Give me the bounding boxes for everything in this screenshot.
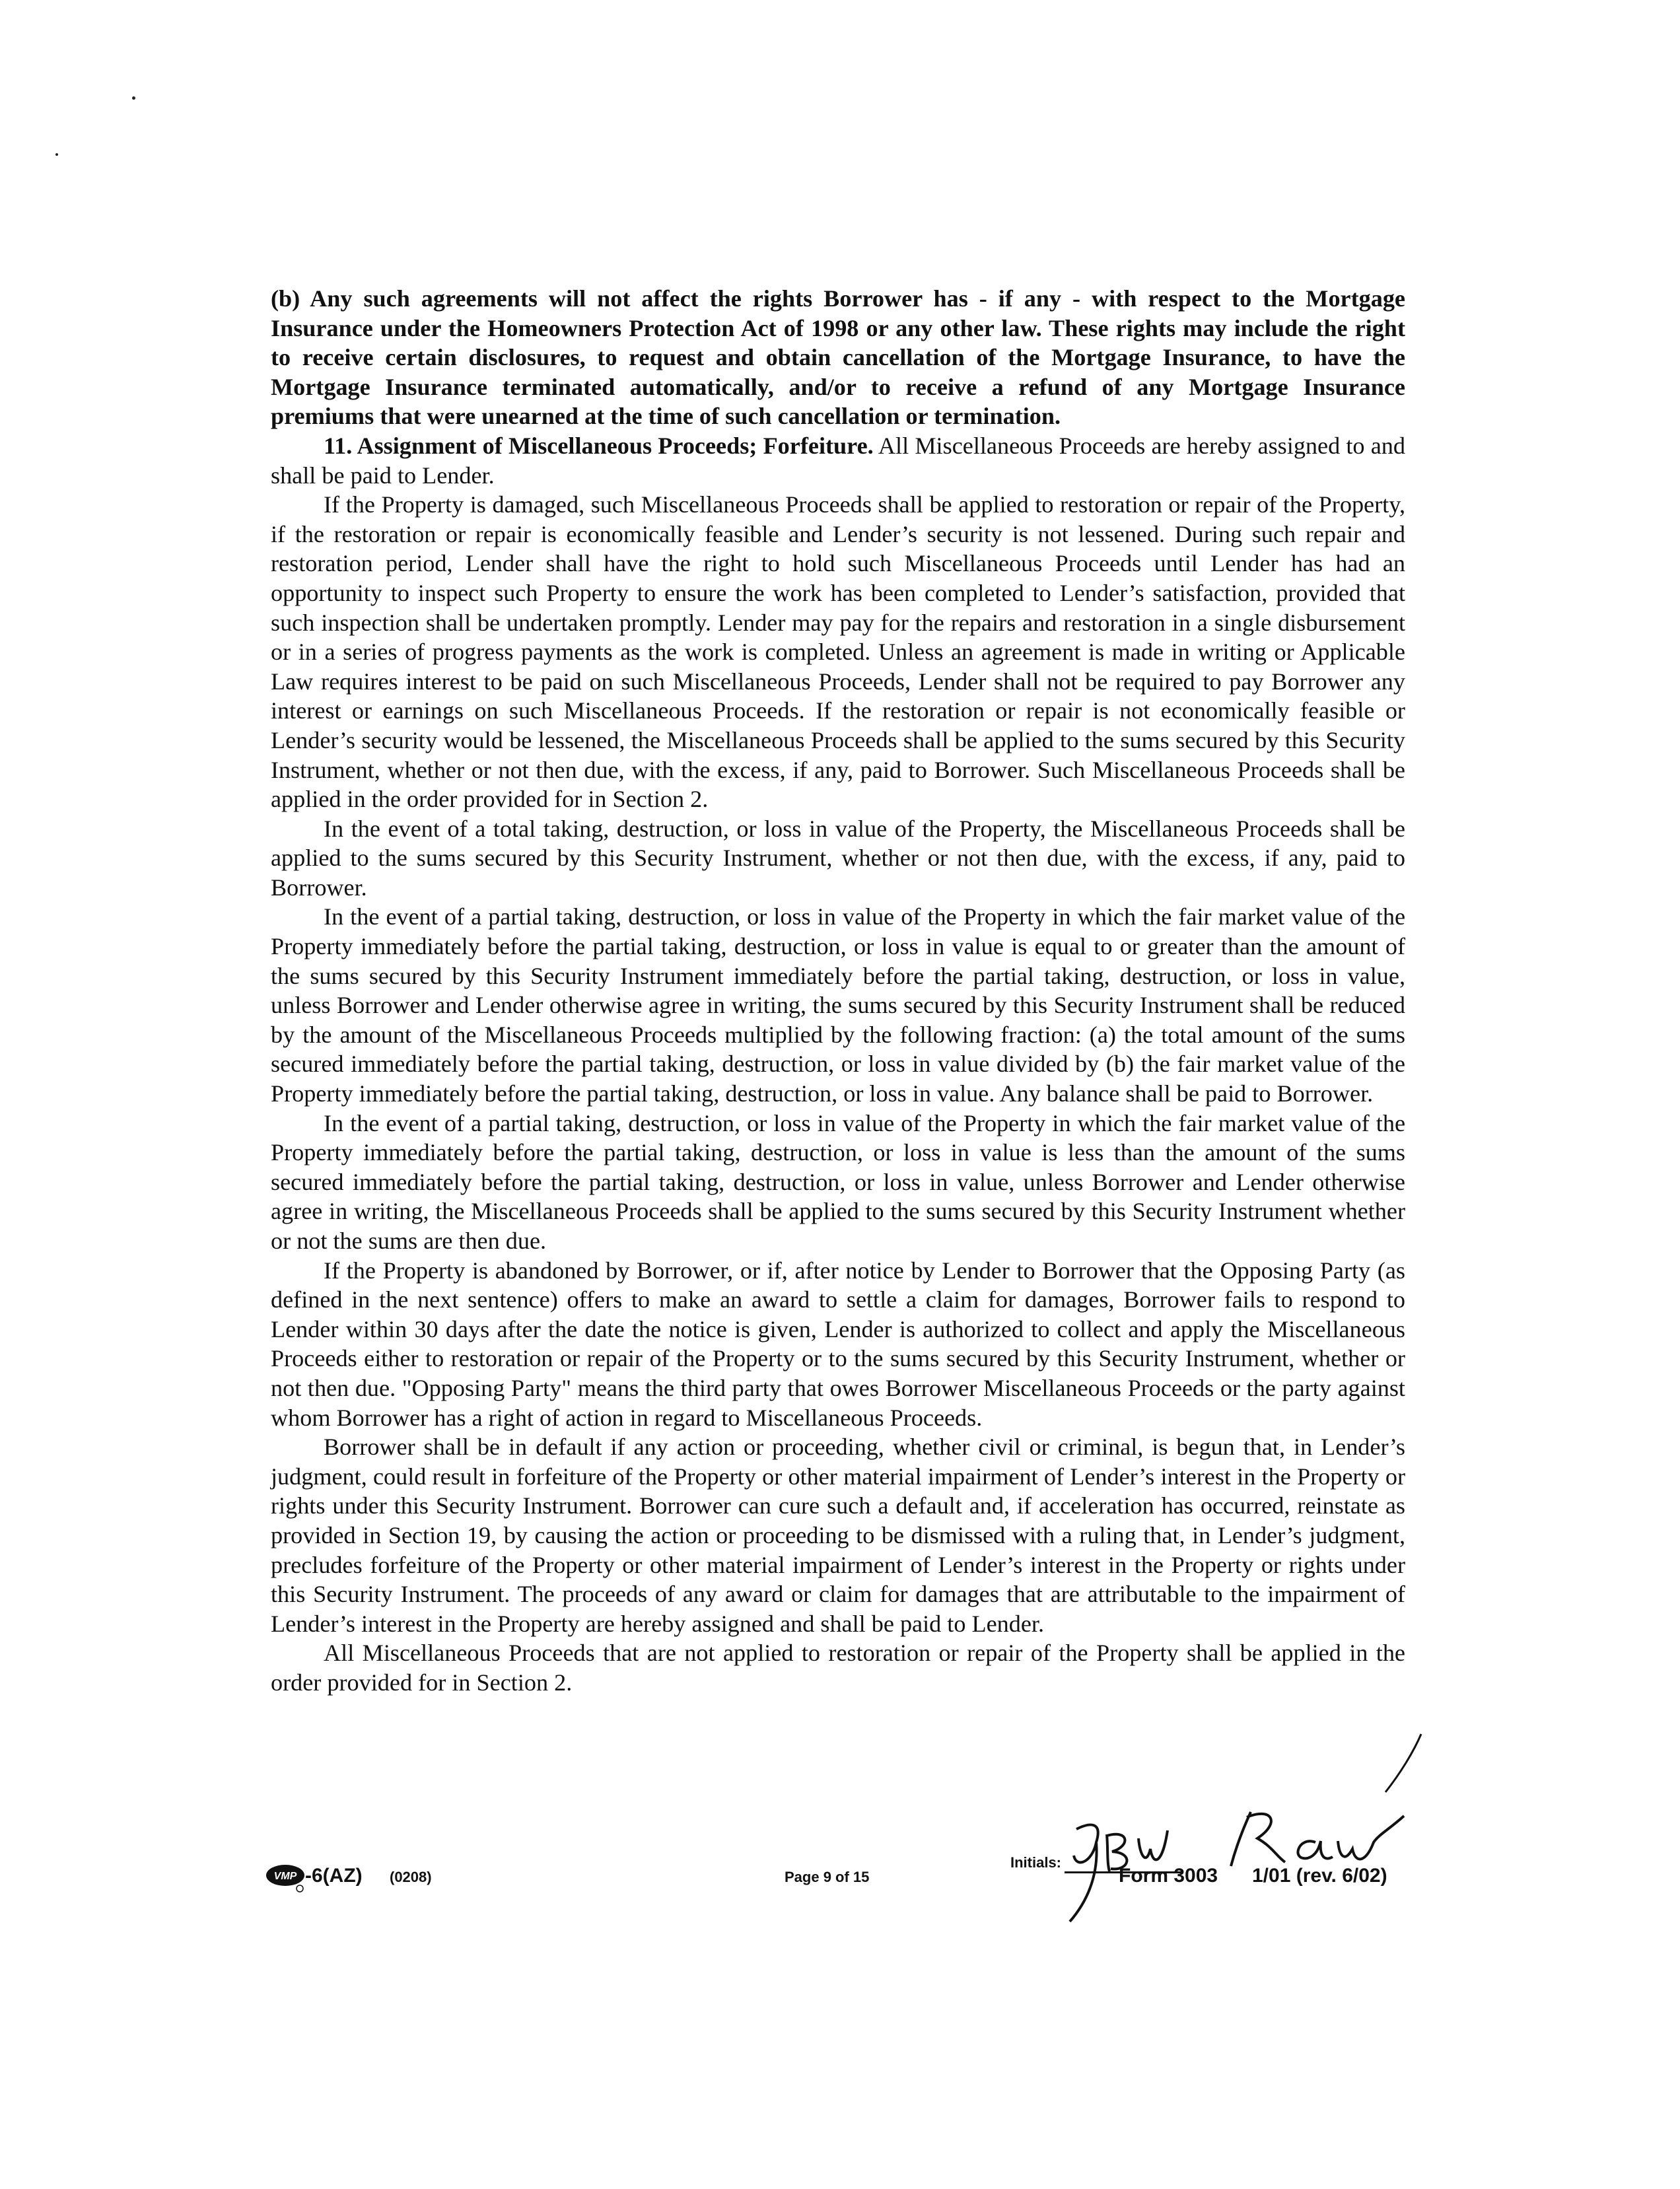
scan-speck xyxy=(55,153,58,156)
paragraph-default: Borrower shall be in default if any action or proceeding, whether civil or criminal, is begun that, in Lender’s judgment, could result in forfeiture of the Property or other material impairment of Lender’s interest in the Property or rights under this Security Instrument. Borrower can cure such a default and, if acceleration has occurred, reinstate as provided in Section 19, by causing the action or proceeding to be dismissed with a ruling that, in Lender’s judgment, precludes forfeiture of the Property or other material impairment of Lender’s interest in the Property or rights under this Security Instrument. The proceeds of any award or claim for damages that are attributable to the impairment of Lender’s interest in the Property are hereby assigned and shall be paid to Lender. xyxy=(271,1434,1405,1637)
paragraph-abandoned: If the Property is abandoned by Borrower, or if, after notice by Lender to Borrower that the Opposing Party (as defined in the next sentence) offers to make an award to settle a claim for damages, Borrower fails to respond to Lender within 30 days after the date the notice is given, Lender is authorized to collect and apply the Miscellaneous Proceeds either to restoration or repair of the Property or to the sums secured by this Security Instrument, whether or not then due. "Opposing Party" means the third party that owes Borrower Miscellaneous Proceeds or the party against whom Borrower has a right of action in regard to Miscellaneous Proceeds. xyxy=(271,1257,1405,1431)
margin-slash-mark xyxy=(1380,1730,1426,1796)
paragraph-partial-taking-less: In the event of a partial taking, destruction, or loss in value of the Property in which the fair market value of the Property immediately before the partial taking, destruction, or loss in value is less than the amount of the sums secured immediately before the partial taking, destruction, or loss in value, unless Borrower and Lender otherwise agree in writing, the Miscellaneous Proceeds shall be applied to the sums secured by this Security Instrument whether or not the sums are then due. xyxy=(271,1109,1405,1254)
scan-speck xyxy=(132,96,135,100)
form-revision: 1/01 (rev. 6/02) xyxy=(1252,1865,1387,1887)
form-code-date: (0208) xyxy=(390,1869,432,1885)
section-11-paragraph xyxy=(271,431,1405,490)
vmp-logo-text: VMP xyxy=(273,1871,297,1882)
section-11-text: All Miscellaneous Proceeds are hereby assigned to and shall be paid to Lender. xyxy=(271,432,1405,489)
paragraph-order-applied: All Miscellaneous Proceeds that are not applied to restoration or repair of the Property shall be applied in the order provided for in Section 2. xyxy=(271,1640,1405,1696)
initials-label: Initials: xyxy=(1010,1854,1062,1871)
paragraph-partial-taking-equal: In the event of a partial taking, destruction, or loss in value of the Property in which the fair market value of the Property immediately before the partial taking, destruction, or loss in value is equal to or greater than the amount of the sums secured by this Security Instrument immediately before the partial taking, destruction, or loss in value, unless Borrower and Lender otherwise agree in writing, the sums secured by this Security Instrument shall be reduced by the amount of the Miscellaneous Proceeds multiplied by the following fraction: (a) the total amount of the sums secured immediately before the partial taking, destruction, or loss in value divided by (b) the fair market value of the Property immediately before the partial taking, destruction, or loss in value. Any balance shall be paid to Borrower. xyxy=(271,903,1405,1107)
page-footer xyxy=(0,1803,1680,1948)
paragraph-total-taking: In the event of a total taking, destruction, or loss in value of the Property, the Miscellaneous Proceeds shall be applied to the sums secured by this Security Instrument, whether or not then due, with the excess, if any, paid to Borrower. xyxy=(271,815,1405,901)
page-number: Page 9 of 15 xyxy=(785,1869,870,1885)
paragraph-b-bold: (b) Any such agreements will not affect the rights Borrower has - if any - with respect to the Mortgage Insurance under the Homeowners Protection Act of 1998 or any other law. These rights may include the right to receive certain disclosures, to request and obtain cancellation of the Mortgage Insurance, to have the Mortgage Insurance terminated automatically, and/or to receive a refund of any Mortgage Insurance premiums that were unearned at the time of such cancellation or termination. xyxy=(271,285,1405,430)
paragraph-damaged: If the Property is damaged, such Miscellaneous Proceeds shall be applied to restoration or repair of the Property, if the restoration or repair is economically feasible and Lender’s security is not lessened. During such repair and restoration period, Lender shall have the right to hold such Miscellaneous Proceeds until Lender has had an opportunity to inspect such Property to ensure the work has been completed to Lender’s satisfaction, provided that such inspection shall be undertaken promptly. Lender may pay for the repairs and restoration in a single disbursement or in a series of progress payments as the work is completed. Unless an agreement is made in writing or Applicable Law requires interest to be paid on such Miscellaneous Proceeds, Lender shall not be required to pay Borrower any interest or earnings on such Miscellaneous Proceeds. If the restoration or repair is not economically feasible or Lender’s security would be lessened, the Miscellaneous Proceeds shall be applied to the sums secured by this Security Instrument, whether or not then due, with the excess, if any, paid to Borrower. Such Miscellaneous Proceeds shall be applied in the order provided for in Section 2. xyxy=(271,491,1405,813)
vmp-logo xyxy=(265,1863,305,1893)
form-number: Form 3003 xyxy=(1119,1865,1218,1887)
document-body xyxy=(271,284,1405,1698)
form-code: -6(AZ) xyxy=(305,1865,363,1887)
section-11-heading: 11. Assignment of Miscellaneous Proceeds; Forfeiture. xyxy=(324,432,874,459)
